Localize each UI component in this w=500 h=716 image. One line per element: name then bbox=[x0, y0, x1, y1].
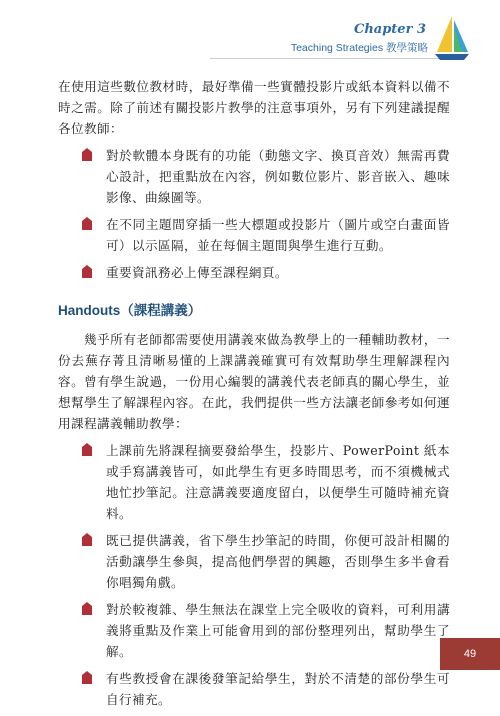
handout-tip-text: 對於較複雜、學生無法在課堂上完全吸收的資料，可利用講義將重點及作業上可能會用到的部份整理列出，幫助學生了解。 bbox=[106, 602, 450, 659]
handout-tips-list bbox=[58, 440, 450, 710]
bullet-icon bbox=[82, 217, 92, 230]
header-rule bbox=[210, 58, 450, 59]
section-paragraph: 幾乎所有老師都需要使用講義來做為教學上的一種輔助教材，一份去蕪存菁且清晰易懂的上課講義確實可有效幫助學生理解課程內容。曾有學生說過，一份用心編製的講義代表老師真的關心學生，並想幫學生了解課程內容。在此，我們提供一些方法讓老師參考如何運用課程講義輔助教學： bbox=[58, 332, 450, 431]
chapter-subtitle: Teaching Strategies 教學策略 bbox=[290, 42, 428, 54]
list-item bbox=[58, 145, 450, 208]
chapter-header bbox=[280, 14, 480, 64]
tip-text: 重要資訊務必上傳至課程網頁。 bbox=[106, 265, 288, 280]
sailboat-icon bbox=[432, 14, 472, 64]
list-item bbox=[58, 599, 450, 662]
bullet-icon bbox=[82, 602, 92, 615]
list-item bbox=[58, 262, 450, 283]
bullet-icon bbox=[82, 265, 92, 278]
page-content bbox=[58, 76, 450, 716]
list-item bbox=[58, 668, 450, 710]
tips-list bbox=[58, 145, 450, 283]
handout-tip-text: 有些教授會在課後發筆記給學生，對於不清楚的部份學生可自行補充。 bbox=[106, 671, 450, 707]
intro-paragraph: 在使用這些數位教材時，最好準備一些實體投影片或紙本資料以備不時之需。除了前述有關投影片教學的注意事項外，另有下列建議提醒各位教師： bbox=[58, 79, 450, 136]
bullet-icon bbox=[82, 533, 92, 546]
list-item bbox=[58, 214, 450, 256]
section-heading: Handouts（課程講義） bbox=[58, 303, 202, 318]
chapter-label: Chapter 3 bbox=[353, 22, 426, 37]
bullet-icon bbox=[82, 671, 92, 684]
list-item bbox=[58, 530, 450, 593]
tip-text: 對於軟體本身既有的功能（動態文字、換頁音效）無需再費心設計，把重點放在內容，例如數位影片、影音嵌入、趣味影像、曲線圖等。 bbox=[106, 148, 450, 205]
bullet-icon bbox=[82, 443, 92, 456]
list-item bbox=[58, 440, 450, 524]
tip-text: 在不同主題間穿插一些大標題或投影片（圖片或空白畫面皆可）以示區隔，並在每個主題間與學生進行互動。 bbox=[106, 217, 450, 253]
handout-tip-text: 上課前先將課程摘要發給學生，投影片、PowerPoint 紙本或手寫講義皆可，如此學生有更多時間思考，而不須機械式地忙抄筆記。注意講義要適度留白，以便學生可隨時補充資料。 bbox=[106, 443, 450, 521]
page-number: 49 bbox=[440, 638, 500, 670]
bullet-icon bbox=[82, 148, 92, 161]
handout-tip-text: 既已提供講義，省下學生抄筆記的時間，你便可設計相關的活動讓學生參與，提高他們學習的興趣，否則學生多半會看你唱獨角戲。 bbox=[106, 533, 450, 590]
